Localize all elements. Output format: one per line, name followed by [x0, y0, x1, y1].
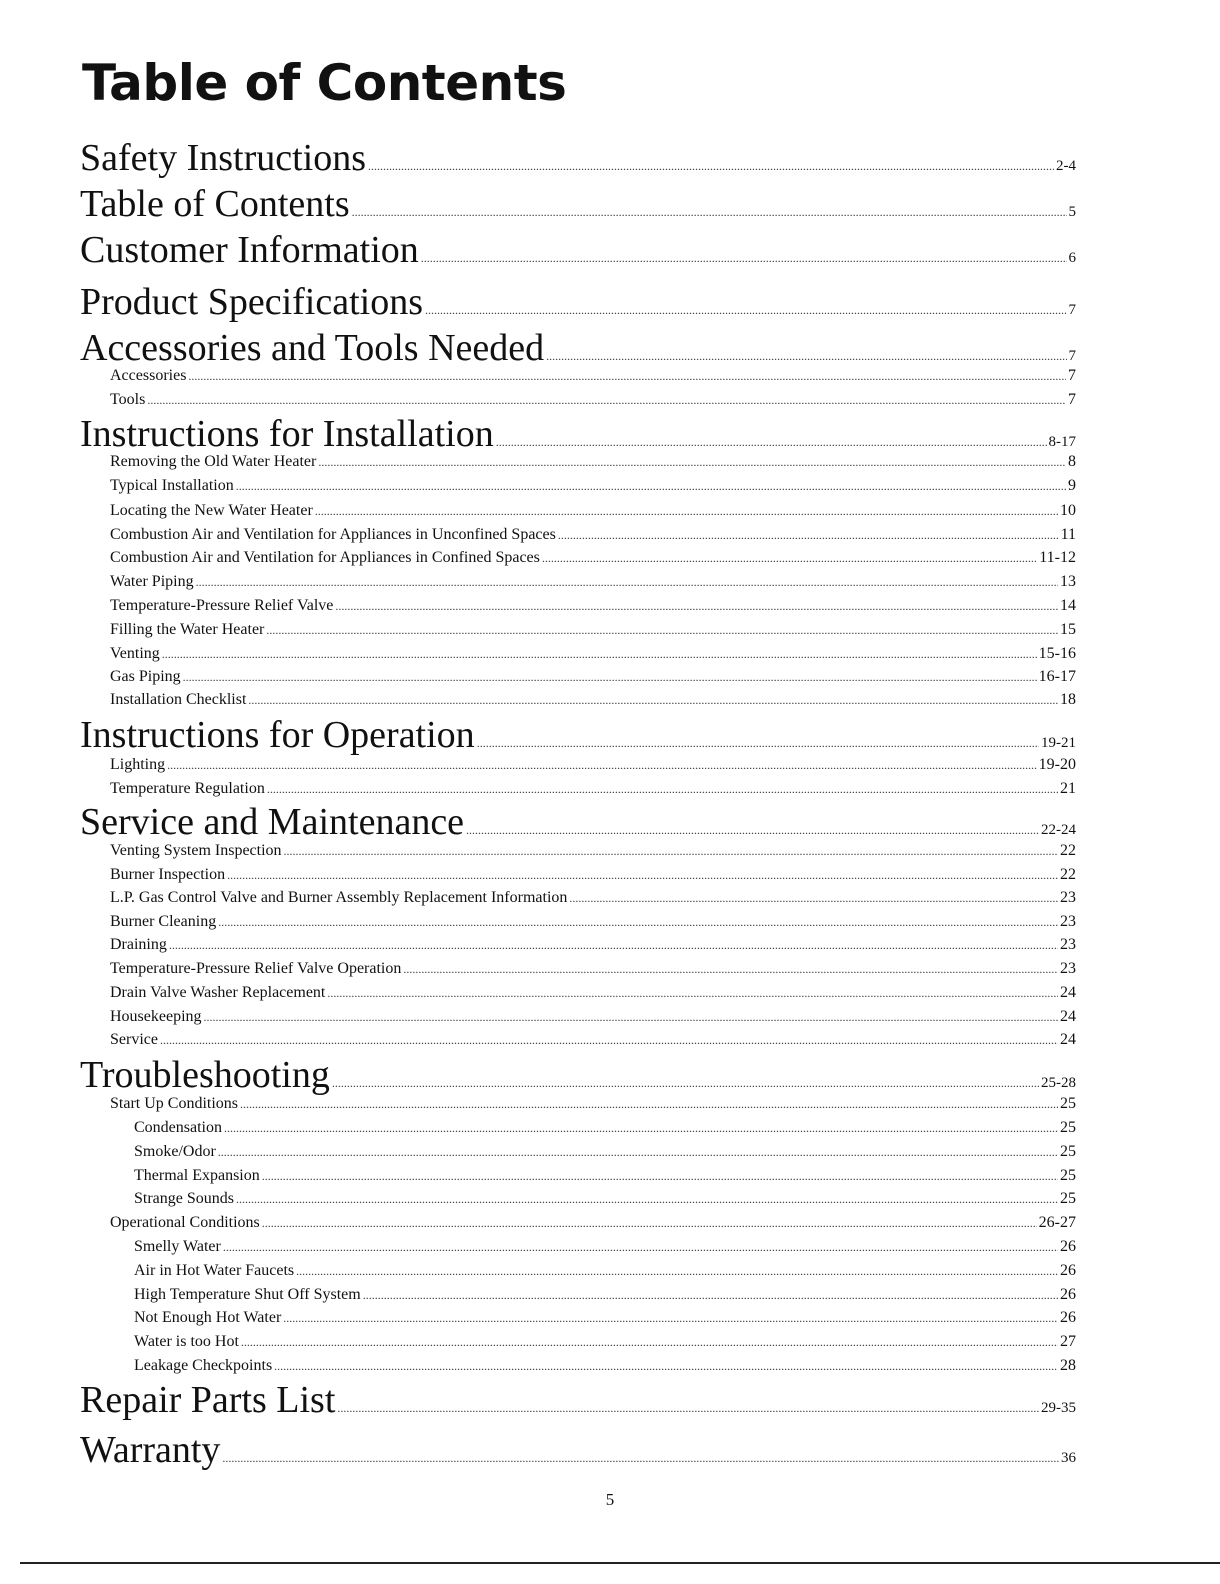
toc-entry[interactable] [80, 1093, 1076, 1115]
dot-leader [227, 864, 1058, 886]
toc-entry-label: Condensation [134, 1119, 222, 1136]
dot-leader [284, 840, 1058, 862]
toc-page-number: 23 [1060, 889, 1076, 906]
toc-entry[interactable] [80, 887, 1076, 909]
toc-section-warranty[interactable] [80, 1428, 1076, 1480]
toc-entry[interactable] [80, 1006, 1076, 1028]
toc-entry-label: Service [110, 1031, 158, 1048]
toc-entry[interactable] [80, 1260, 1076, 1282]
toc-entry[interactable] [80, 1212, 1076, 1234]
toc-entry[interactable] [80, 689, 1076, 711]
toc-entry-label: Not Enough Hot Water [134, 1309, 282, 1326]
toc-page-number: 15-16 [1038, 645, 1076, 662]
toc-entry[interactable] [80, 911, 1076, 933]
toc-entry-label: Gas Piping [110, 668, 181, 685]
toc-page-number: 6 [1068, 250, 1076, 266]
toc-section-title: Customer Information [80, 229, 419, 271]
dot-leader [363, 1284, 1058, 1306]
dot-leader [222, 1436, 1059, 1480]
toc-page-number: 7 [1068, 367, 1076, 384]
toc-entry-label: Smelly Water [134, 1238, 221, 1255]
dot-leader [183, 666, 1037, 688]
dot-leader [240, 1093, 1058, 1115]
toc-list [80, 0, 1076, 1584]
toc-page-number: 19-20 [1038, 756, 1076, 773]
toc-entry[interactable] [80, 666, 1076, 688]
toc-entry[interactable] [80, 1117, 1076, 1139]
toc-page-number: 9 [1068, 477, 1076, 494]
toc-entry[interactable] [80, 1355, 1076, 1377]
toc-page-number: 8-17 [1048, 434, 1076, 450]
toc-entry[interactable] [80, 1141, 1076, 1163]
toc-entry-label: Lighting [110, 756, 166, 773]
dot-leader [204, 1006, 1058, 1028]
dot-leader [162, 643, 1037, 665]
dot-leader [283, 1307, 1058, 1329]
toc-page-number: 14 [1060, 597, 1076, 614]
dot-leader [262, 1212, 1037, 1234]
toc-page-number: 23 [1060, 936, 1076, 953]
toc-entry[interactable] [80, 500, 1076, 522]
toc-entry[interactable] [80, 524, 1076, 546]
toc-page-number: 22-24 [1041, 822, 1076, 838]
toc-entry-label: Installation Checklist [110, 691, 247, 708]
toc-entry-label: L.P. Gas Control Valve and Burner Assembly Replacement Information [110, 889, 568, 906]
toc-entry[interactable] [80, 958, 1076, 980]
toc-page-number: 24 [1060, 1031, 1076, 1048]
toc-entry-label: Drain Valve Washer Replacement [110, 984, 326, 1001]
toc-page-number: 25-28 [1041, 1075, 1076, 1091]
toc-page-number: 22 [1060, 842, 1076, 859]
toc-page-number: 25 [1060, 1167, 1076, 1184]
dot-leader [403, 958, 1058, 980]
dot-leader [337, 1386, 1039, 1430]
toc-entry-label: Combustion Air and Ventilation for Appliances in Unconfined Spaces [110, 526, 556, 543]
toc-entry[interactable] [80, 1029, 1076, 1051]
dot-leader [274, 1355, 1058, 1377]
toc-page-number: 10 [1060, 502, 1076, 519]
toc-entry-label: Operational Conditions [110, 1214, 260, 1231]
toc-page-number: 25 [1060, 1190, 1076, 1207]
toc-entry-label: Draining [110, 936, 167, 953]
dot-leader [241, 1331, 1058, 1353]
dot-leader [196, 571, 1058, 593]
toc-page-number: 11-12 [1039, 549, 1076, 566]
dot-leader [223, 1236, 1058, 1258]
toc-page-number: 28 [1060, 1357, 1076, 1374]
toc-page-number: 26 [1060, 1286, 1076, 1303]
toc-entry-label: Smoke/Odor [134, 1143, 216, 1160]
toc-entry-label: Thermal Expansion [134, 1167, 260, 1184]
toc-entry[interactable] [80, 547, 1076, 569]
dot-leader [167, 754, 1037, 776]
toc-entry-label: Air in Hot Water Faucets [134, 1262, 295, 1279]
toc-page-number: 26 [1060, 1309, 1076, 1326]
dot-leader [296, 1260, 1058, 1282]
toc-section-title: Safety Instructions [80, 137, 367, 179]
toc-entry[interactable] [80, 451, 1076, 473]
toc-entry[interactable] [80, 1165, 1076, 1187]
dot-leader [542, 547, 1037, 569]
toc-page-number: 16-17 [1038, 668, 1076, 685]
toc-entry-label: Strange Sounds [134, 1190, 234, 1207]
dot-leader [327, 982, 1058, 1004]
toc-entry-label: High Temperature Shut Off System [134, 1286, 361, 1303]
dot-leader [558, 524, 1059, 546]
toc-section-title: Warranty [80, 1429, 221, 1471]
toc-entry-label: Typical Installation [110, 477, 234, 494]
toc-entry-label: Locating the New Water Heater [110, 502, 313, 519]
toc-page-number: 26 [1060, 1238, 1076, 1255]
toc-page-number: 5 [1068, 204, 1076, 220]
dot-leader [421, 236, 1067, 280]
toc-page-number: 25 [1060, 1095, 1076, 1112]
toc-entry[interactable] [80, 1307, 1076, 1329]
toc-page-number: 7 [1068, 348, 1076, 364]
toc-page-number: 15 [1060, 621, 1076, 638]
dot-leader [318, 451, 1066, 473]
toc-page-number: 36 [1061, 1450, 1076, 1466]
toc-entry-label: Combustion Air and Ventilation for Appliances in Confined Spaces [110, 549, 540, 566]
toc-page-number: 23 [1060, 960, 1076, 977]
toc-section-title: Accessories and Tools Needed [80, 327, 545, 369]
dot-leader [315, 500, 1058, 522]
toc-entry[interactable] [80, 778, 1076, 800]
dot-leader [569, 887, 1058, 909]
toc-entry-label: Leakage Checkpoints [134, 1357, 273, 1374]
dot-leader [236, 475, 1066, 497]
toc-section-safety[interactable] [80, 136, 1076, 188]
bottom-rule [20, 1562, 1220, 1564]
toc-page-number: 23 [1060, 913, 1076, 930]
toc-entry[interactable] [80, 934, 1076, 956]
toc-section-title: Table of Contents [80, 183, 350, 225]
toc-section-table-of-contents[interactable] [80, 182, 1076, 234]
toc-page-number: 26 [1060, 1262, 1076, 1279]
dot-leader [248, 689, 1058, 711]
toc-entry-label: Accessories [110, 367, 187, 384]
toc-page-number: 25 [1060, 1119, 1076, 1136]
toc-section-repair-parts[interactable] [80, 1378, 1076, 1430]
dot-leader [160, 1029, 1058, 1051]
toc-entry-label: Filling the Water Heater [110, 621, 265, 638]
toc-page-number: 24 [1060, 1008, 1076, 1025]
toc-entry[interactable] [80, 365, 1076, 387]
toc-entry[interactable] [80, 864, 1076, 886]
toc-entry-label: Temperature-Pressure Relief Valve Operation [110, 960, 402, 977]
toc-entry[interactable] [80, 982, 1076, 1004]
toc-section-product-specifications[interactable] [80, 280, 1076, 332]
toc-entry[interactable] [80, 595, 1076, 617]
toc-entry-label: Venting System Inspection [110, 842, 282, 859]
toc-entry[interactable] [80, 840, 1076, 862]
dot-leader [266, 619, 1058, 641]
toc-page-number: 19-21 [1041, 735, 1076, 751]
toc-entry-label: Burner Cleaning [110, 913, 217, 930]
dot-leader [267, 778, 1058, 800]
toc-entry-label: Burner Inspection [110, 866, 226, 883]
toc-entry[interactable] [80, 754, 1076, 776]
toc-entry-label: Venting [110, 645, 160, 662]
dot-leader [262, 1165, 1058, 1187]
toc-entry-label: Housekeeping [110, 1008, 202, 1025]
dot-leader [218, 911, 1058, 933]
toc-page-number: 8 [1068, 453, 1076, 470]
toc-section-title: Instructions for Installation [80, 413, 494, 455]
toc-entry-label: Removing the Old Water Heater [110, 453, 317, 470]
toc-page-number: 21 [1060, 780, 1076, 797]
toc-section-customer-information[interactable] [80, 228, 1076, 280]
toc-page-number: 22 [1060, 866, 1076, 883]
toc-page-number: 24 [1060, 984, 1076, 1001]
toc-entry-label: Water Piping [110, 573, 194, 590]
dot-leader [236, 1188, 1058, 1210]
toc-entry[interactable] [80, 475, 1076, 497]
toc-entry[interactable] [80, 1236, 1076, 1258]
toc-entry-label: Temperature Regulation [110, 780, 265, 797]
toc-entry[interactable] [80, 389, 1076, 411]
dot-leader [335, 595, 1058, 617]
toc-entry-label: Start Up Conditions [110, 1095, 239, 1112]
toc-section-title: Instructions for Operation [80, 714, 475, 756]
toc-section-title: Product Specifications [80, 281, 423, 323]
toc-entry-label: Temperature-Pressure Relief Valve [110, 597, 334, 614]
toc-page-number: 27 [1060, 1333, 1076, 1350]
toc-page-number: 11 [1060, 526, 1076, 543]
dot-leader [169, 934, 1058, 956]
toc-page-number: 2-4 [1056, 158, 1076, 174]
toc-page-number: 26-27 [1038, 1214, 1076, 1231]
toc-section-title: Troubleshooting [80, 1054, 330, 1096]
toc-page-number: 29-35 [1041, 1400, 1076, 1416]
dot-leader [147, 389, 1066, 411]
toc-page-number: 25 [1060, 1143, 1076, 1160]
toc-entry[interactable] [80, 619, 1076, 641]
dot-leader [188, 365, 1066, 387]
dot-leader [224, 1117, 1058, 1139]
toc-entry-label: Water is too Hot [134, 1333, 239, 1350]
toc-entry[interactable] [80, 1188, 1076, 1210]
toc-entry[interactable] [80, 643, 1076, 665]
dot-leader [218, 1141, 1058, 1163]
toc-entry-label: Tools [110, 391, 146, 408]
page-title: Table of Contents [82, 54, 567, 112]
toc-page-number: 7 [1068, 391, 1076, 408]
toc-entry[interactable] [80, 1331, 1076, 1353]
toc-page-number: 13 [1060, 573, 1076, 590]
toc-entry[interactable] [80, 1284, 1076, 1306]
page-number: 5 [605, 1490, 615, 1509]
toc-page-number: 7 [1068, 302, 1076, 318]
toc-entry[interactable] [80, 571, 1076, 593]
toc-section-title: Repair Parts List [80, 1379, 336, 1421]
toc-section-title: Service and Maintenance [80, 801, 465, 843]
toc-page-number: 18 [1060, 691, 1076, 708]
